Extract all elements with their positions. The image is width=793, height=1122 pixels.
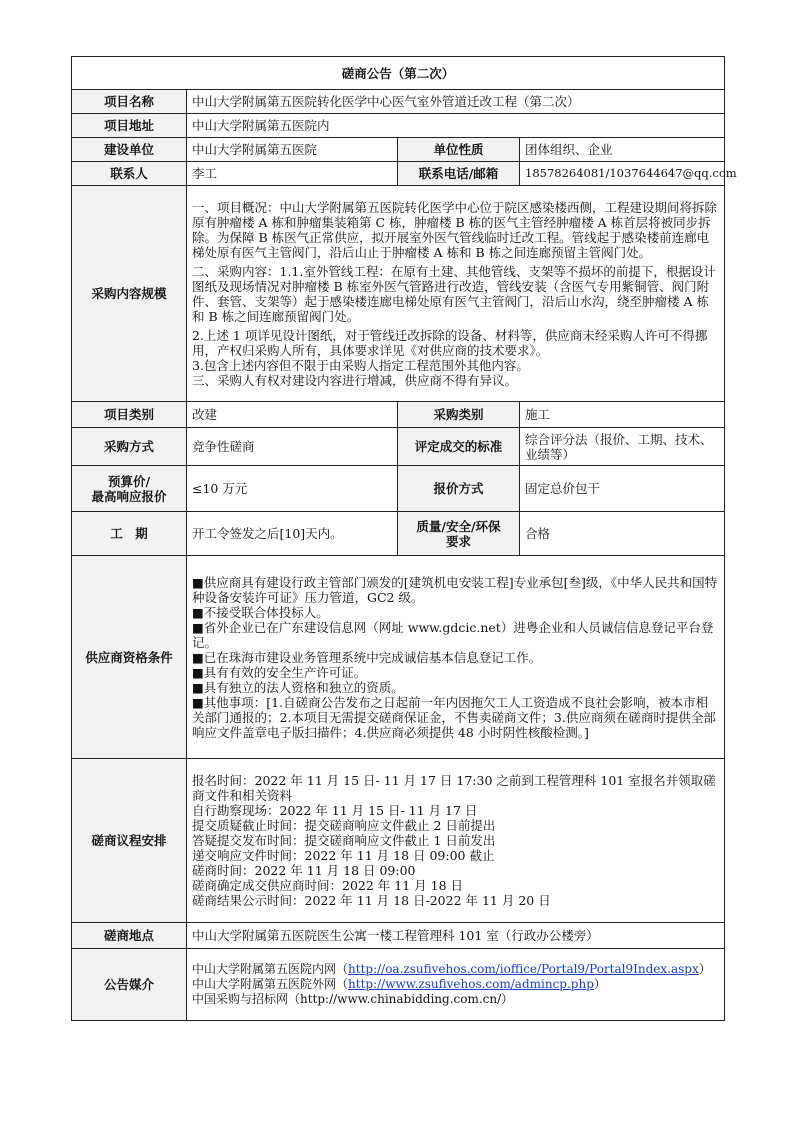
builder-value: 中山大学附属第五医院 [187,138,398,162]
purchase-method-value: 竞争性磋商 [187,428,398,466]
contact-value: 李工 [187,162,398,186]
intranet-link[interactable]: http://oa.zsufivehos.com/ioffice/Portal9/Portal9Index.aspx [348,962,699,976]
budget-label-line: 最高响应报价 [91,488,167,504]
scope-paragraph: 2.上述 1 项详见设计图纸，对于管线迁改拆除的设备、材料等，供应商未经采购人许可不得挪用，产权归采购人所有，具体要求详见《对供应商的技术要求》。 [192,327,708,358]
scope-paragraph: 一、项目概况：中山大学附属第五医院转化医学中心位于院区感染楼西侧，工程建设期间将拆除原有肿瘤楼 A 栋和肿瘤集装箱第 C 栋，肿瘤楼 B 栋的医气主管经肿瘤楼 A 栋首层将被同步拆除。为保障 B 栋医气正常供应，拟开展室外医气管线临时迁改工程。管线起于感染楼前连廊电梯处原有医气主管阀门，沿后山止于肿瘤楼 A 栋和 B 栋之间连廊预留主管阀门处。 [192,199,718,260]
scope-paragraph: 三、采购人有权对建设内容进行增减，供应商不得有异议。 [192,372,518,388]
schedule-line: 报名时间：2022 年 11 月 15 日- 11 月 17 日 17:30 之前到工程管理科 101 室报名并领取磋商文件和相关资料 [192,773,716,803]
schedule-line: 磋商确定成交供应商时间：2022 年 11 月 18 日 [192,878,463,893]
quality-label-line: 质量/安全/环保 [416,518,501,534]
project-address-value: 中山大学附属第五医院内 [187,114,725,138]
schedule-line: 磋商时间：2022 年 11 月 18 日 09:00 [192,863,416,878]
quality-label-line: 要求 [445,533,471,549]
media-content [187,949,725,1021]
purchase-method-label: 采购方式 [72,428,187,466]
page-title: 磋商公告（第二次） [72,57,725,90]
quote-method-label: 报价方式 [398,466,520,512]
media-item-prefix: 中山大学附属第五医院外网（ [192,977,349,991]
schedule-line: 答疑提交发布时间：提交磋商响应文件截止 1 日前发出 [192,833,496,848]
qualification-item: ■具有独立的法人资格和独立的资质。 [192,679,404,695]
project-name-value: 中山大学附属第五医院转化医学中心医气室外管道迁改工程（第二次） [187,90,725,114]
phone-email-value: 18578264081/1037644647@qq.com [520,162,725,186]
schedule-label: 磋商议程安排 [72,759,187,923]
duration-label: 工 期 [72,512,187,556]
contact-label: 联系人 [72,162,187,186]
project-category-label: 项目类别 [72,402,187,428]
announcement-table [71,56,737,1021]
qualification-content [187,556,725,759]
media-item-extranet [192,977,719,992]
unit-nature-value: 团体组织、企业 [520,138,725,162]
media-item-chinabidding [192,992,719,1007]
builder-label: 建设单位 [72,138,187,162]
purchase-category-label: 采购类别 [398,402,520,428]
scope-paragraph: 3.包含上述内容但不限于由采购人指定工程范围外其他内容。 [192,357,529,373]
phone-email-label: 联系电话/邮箱 [398,162,520,186]
media-item-text: 中国采购与招标网（http://www.chinabidding.com.cn/） [192,992,514,1006]
schedule-line: 递交响应文件时间：2022 年 11 月 18 日 09:00 截止 [192,848,495,863]
qualification-item: ■具有有效的安全生产许可证。 [192,664,367,680]
qualification-item: ■不接受联合体投标人。 [192,604,329,620]
duration-value: 开工令签发之后[10]天内。 [187,512,398,556]
extranet-link[interactable]: http://www.zsufivehos.com/admincp.php [348,977,594,991]
quality-label [398,512,520,556]
qualification-item: ■其他事项：[1.自磋商公告发布之日起前一年内因拖欠工人工资造成不良社会影响，被本市相关部门通报的；2.本项目无需提交磋商保证金，不售卖磋商文件；3.供应商须在磋商时提供全部响应文件盖章电子版扫描件；4.供应商必须提供 48 小时阴性核酸检测。] [192,694,716,740]
media-label: 公告媒介 [72,949,187,1021]
budget-value: ≤10 万元 [187,466,398,512]
media-item-suffix: ） [698,962,711,976]
schedule-line: 磋商结果公示时间：2022 年 11 月 18 日-2022 年 11 月 20 日 [192,893,551,908]
unit-nature-label: 单位性质 [398,138,520,162]
scope-label: 采购内容规模 [72,186,187,402]
project-category-value: 改建 [187,402,398,428]
schedule-content [187,759,725,923]
scope-content [187,186,725,402]
scope-paragraph: 二、采购内容：1.1.室外管线工程：在原有土建、其他管线、支架等不损坏的前提下，根据设计图纸及现场情况对肿瘤楼 B 栋室外医气管路进行改造，管线安装（含医气专用紫铜管、阀门附件、套管、支架等）起于感染楼连廊电梯处原有医气主管阀门，沿后山水沟，绕至肿瘤楼 A 栋和 B 栋之间连廊预留阀门处。 [192,263,716,324]
evaluation-standard-label: 评定成交的标准 [398,428,520,466]
budget-label [72,466,187,512]
media-item-suffix: ） [593,977,606,991]
location-value: 中山大学附属第五医院医生公寓一楼工程管理科 101 室（行政办公楼旁） [187,923,725,949]
schedule-line: 提交质疑截止时间：提交磋商响应文件截止 2 日前提出 [192,818,496,833]
schedule-line: 自行勘察现场：2022 年 11 月 15 日- 11 月 17 日 [192,803,478,818]
budget-label-line: 预算价/ [107,473,151,489]
location-label: 磋商地点 [72,923,187,949]
qualification-item: ■省外企业已在广东建设信息网（网址 www.gdcic.net）进粤企业和人员诚信信息登记平台登记。 [192,619,714,650]
qualification-label: 供应商资格条件 [72,556,187,759]
project-name-label: 项目名称 [72,90,187,114]
purchase-category-value: 施工 [520,402,725,428]
evaluation-standard-value: 综合评分法（报价、工期、技术、业绩等） [520,428,725,466]
quality-value: 合格 [520,512,725,556]
quote-method-value: 固定总价包干 [520,466,725,512]
project-address-label: 项目地址 [72,114,187,138]
qualification-item: ■已在珠海市建设业务管理系统中完成诚信基本信息登记工作。 [192,649,542,665]
qualification-item: ■供应商具有建设行政主管部门颁发的[建筑机电安装工程]专业承包[叁]级，《中华人民共和国特种设备安装许可证》压力管道，GC2 级。 [192,574,718,605]
media-item-intranet [192,962,719,977]
media-item-prefix: 中山大学附属第五医院内网（ [192,962,349,976]
